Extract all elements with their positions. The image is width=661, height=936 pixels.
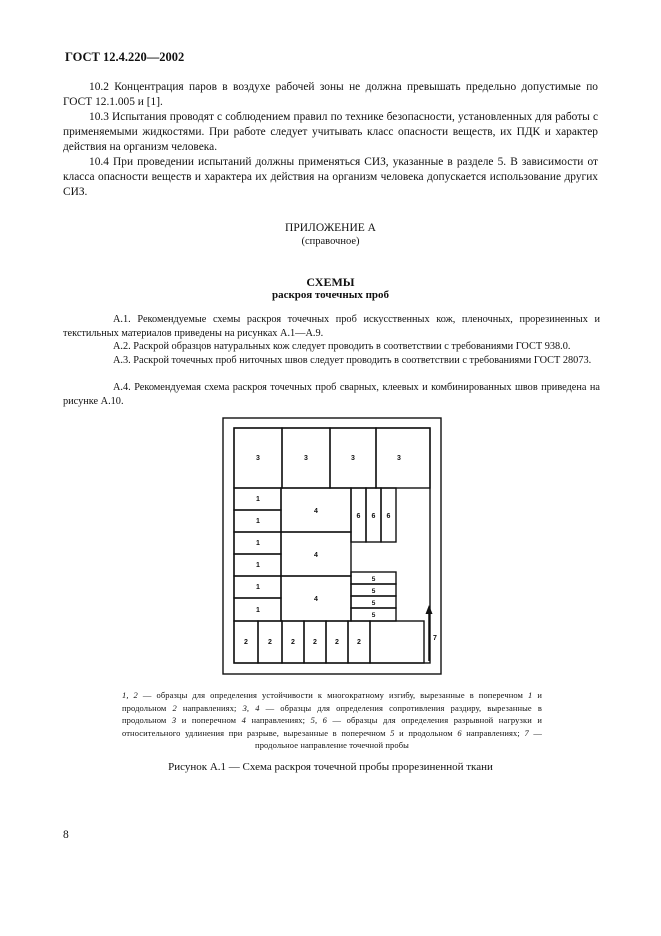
document-header: ГОСТ 12.4.220—2002 xyxy=(65,50,185,64)
label-2: 2 xyxy=(357,639,361,646)
figure-legend xyxy=(122,689,542,752)
sample-blank xyxy=(370,621,424,663)
legend-part: и продольном xyxy=(394,727,458,738)
sample-zone-frame xyxy=(234,428,430,663)
label-2: 2 xyxy=(335,639,339,646)
label-4: 4 xyxy=(314,508,318,515)
label-5: 5 xyxy=(371,576,376,583)
legend-part: 1, 2 xyxy=(122,690,138,700)
label-3: 3 xyxy=(351,455,355,462)
paragraph-a2: А.2. Раскрой образцов натуральных кож следует проводить в соответствии с требованиями ГОСТ 938.0. xyxy=(113,341,571,352)
label-2: 2 xyxy=(313,639,317,646)
legend-part: 5 xyxy=(390,727,395,738)
label-1: 1 xyxy=(256,496,260,503)
label-4: 4 xyxy=(314,596,318,603)
legend-part: 3 xyxy=(171,715,177,726)
label-6: 6 xyxy=(356,513,361,520)
label-1: 1 xyxy=(256,607,260,614)
label-5: 5 xyxy=(371,600,376,607)
legend-part: и продольном xyxy=(122,690,543,713)
label-5: 5 xyxy=(371,612,376,619)
legend-part: 1 xyxy=(528,690,533,700)
legend-part: 4 xyxy=(241,715,246,726)
legend-part: направлениях; xyxy=(245,715,311,726)
appendix-title: ПРИЛОЖЕНИЕ А xyxy=(285,222,376,234)
label-1: 1 xyxy=(256,562,260,569)
label-6: 6 xyxy=(386,513,391,520)
legend-part: 6 xyxy=(457,727,462,738)
page-number: 8 xyxy=(63,829,69,841)
label-4: 4 xyxy=(314,552,318,559)
paragraph-a1: А.1. Рекомендуемые схемы раскроя точечных проб искусственных кож, пленочных, прорезиненных и текстильных материалов приведены на рисунках А.1—А.9. xyxy=(63,314,600,339)
paragraph-a3: А.3. Раскрой точечных проб ниточных швов следует проводить в соответствии с требованиями ГОСТ 28073. xyxy=(113,355,592,366)
direction-arrow-icon xyxy=(426,605,433,661)
legend-part: 2 xyxy=(172,702,177,713)
label-1: 1 xyxy=(256,518,260,525)
label-3: 3 xyxy=(397,455,401,462)
appendix-subheading: раскроя точечных проб xyxy=(271,289,390,301)
legend-part: — образцы для определения сопротивления раздиру, вырезанные в продольном xyxy=(122,702,542,726)
paragraph-a4: А.4. Рекомендуемая схема раскроя точечных проб сварных, клеевых и комбинированных швов приведена на рисунке А.10. xyxy=(63,382,600,407)
figure-caption: Рисунок А.1 — Схема раскроя точечной пробы прорезиненной ткани xyxy=(168,761,493,773)
label-2: 2 xyxy=(268,639,272,646)
label-6: 6 xyxy=(371,513,376,520)
paragraph-10-3: 10.3 Испытания проводят с соблюдением правил по технике безопасности, установленных для работы с применяемыми жидкостями. При работе следует учитывать класс опасности веществ, их ПДК и характер действия на организм человека. xyxy=(63,111,598,153)
paragraph-10-4: 10.4 При проведении испытаний должны применяться СИЗ, указанные в разделе 5. В зависимости от класса опасности веществ и характера их действия на организм человека допускается использование других СИЗ. xyxy=(63,156,598,198)
legend-part: 5, 6 xyxy=(310,715,328,726)
label-3: 3 xyxy=(304,455,308,462)
legend-part: направлениях; xyxy=(461,727,525,738)
paragraph-10-2: 10.2 Концентрация паров в воздухе рабочей зоны не должна превышать предельно допустимые по ГОСТ 12.1.005 и [1]. xyxy=(63,81,598,108)
label-1: 1 xyxy=(256,540,260,547)
label-2: 2 xyxy=(291,639,295,646)
legend-part: и поперечном xyxy=(176,715,242,726)
label-3: 3 xyxy=(256,455,260,462)
appendix-subtitle: (справочное) xyxy=(301,236,360,247)
legend-part: 7 xyxy=(524,727,529,738)
label-5: 5 xyxy=(371,588,376,595)
sample-3d xyxy=(376,428,430,488)
legend-part: — образцы для определения разрывной нагрузки и относительного удлинения при разрыве, вырезанные в поперечном xyxy=(122,715,542,738)
legend-part: — продольное направление точечной пробы xyxy=(255,727,542,751)
appendix-heading: СХЕМЫ xyxy=(306,275,355,289)
legend-part: — образцы для определения устойчивости к многократному изгибу, вырезанные в поперечном xyxy=(137,690,529,700)
legend-part: направлениях; xyxy=(176,702,243,713)
legend-part: 3, 4 xyxy=(242,702,260,713)
label-2: 2 xyxy=(244,639,248,646)
label-7: 7 xyxy=(433,635,437,642)
cutting-scheme-diagram xyxy=(222,417,442,675)
label-1: 1 xyxy=(256,584,260,591)
